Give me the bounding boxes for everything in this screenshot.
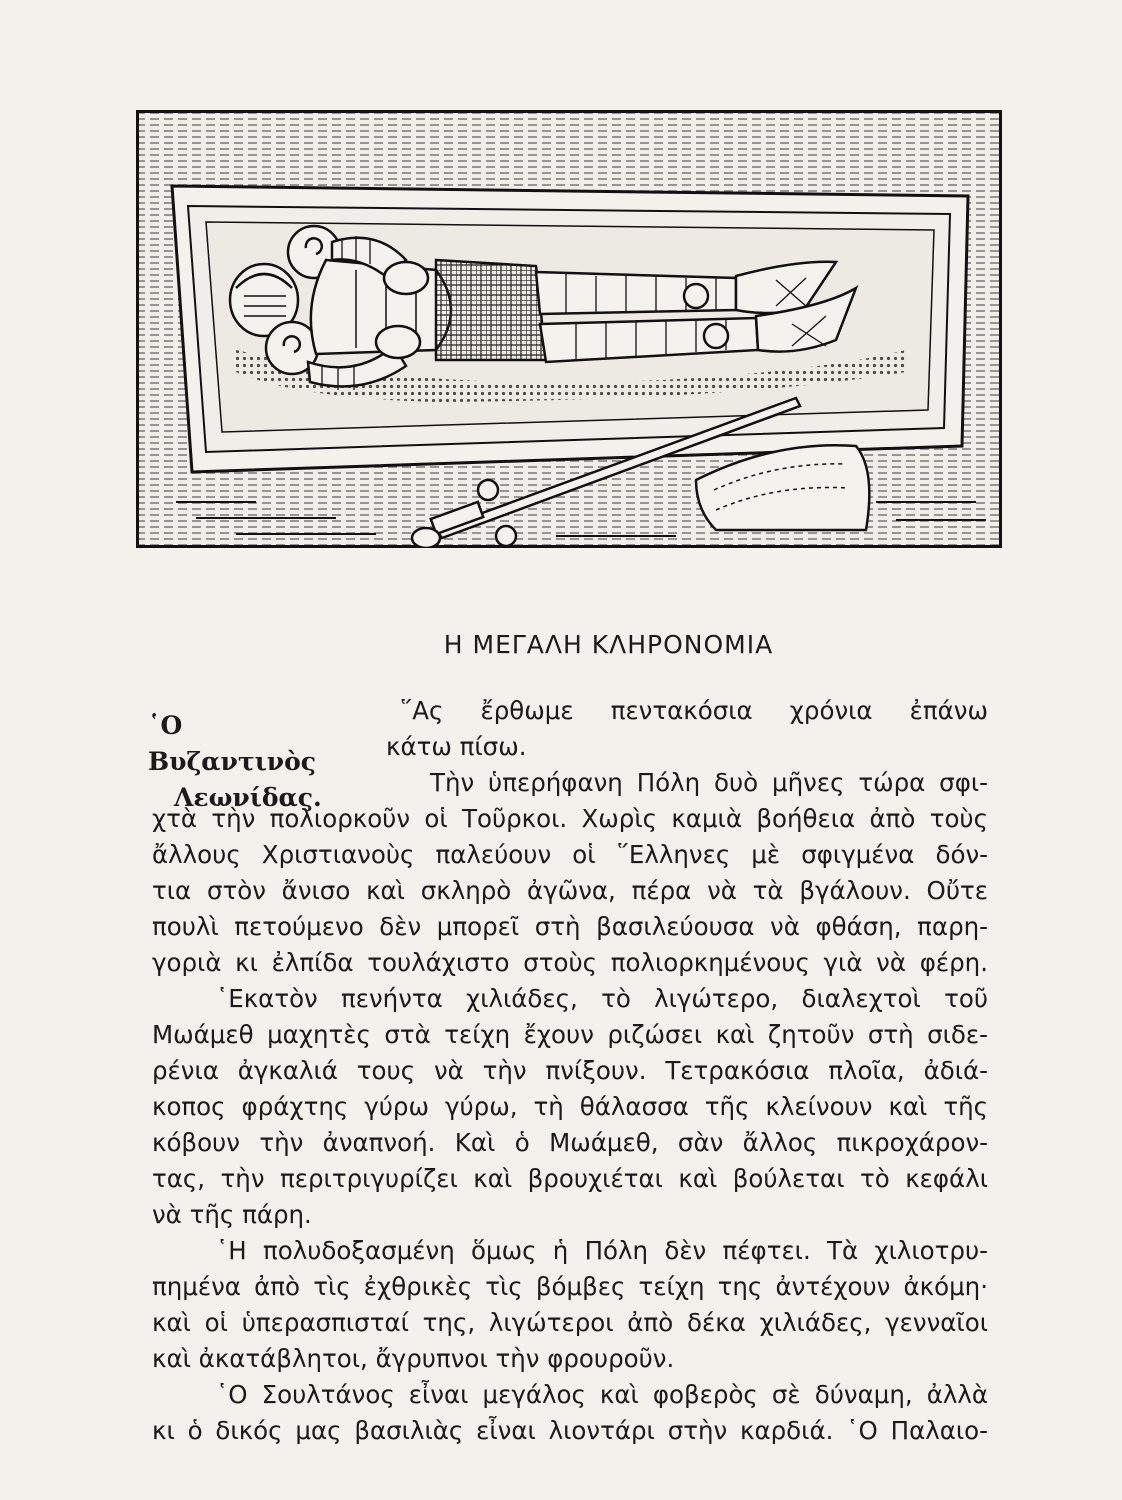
text-line: ῞Ας ἔρθωμε πεντακόσια χρόνια ἐπάνω: [400, 696, 988, 725]
text-line: κάτω πίσω.: [386, 732, 527, 761]
text-line: ῾Ο Σουλτάνος εἶναι μεγάλος καὶ φοβερὸς σὲ δύναμη, ἀλλὰ: [216, 1380, 988, 1409]
woodcut-illustration: [136, 110, 1002, 548]
text-line: πουλὶ πετούμενο δὲν μπορεῖ στὴ βασιλεύουσα νὰ φθάση, παρη-: [152, 912, 988, 941]
text-line: χτὰ τὴν πολιορκοῦν οἱ Τοῦρκοι. Χωρὶς καμιὰ βοήθεια ἀπὸ τοὺς: [152, 804, 988, 833]
text-line: Μωάμεθ μαχητὲς στὰ τείχη ἔχουν ριζώσει καὶ ζητοῦν στὴ σιδε-: [152, 1020, 988, 1049]
margin-heading-line-2: Λεωνίδας.: [174, 783, 322, 812]
text-line: τας, τὴν περιτριγυρίζει καὶ βρουχιέται καὶ βούλεται τὸ κεφάλι: [152, 1164, 988, 1193]
margin-heading-line-1: ῾Ο Βυζαντινὸς: [148, 711, 317, 776]
text-line: γοριὰ κι ἐλπίδα τουλάχιστο στοὺς πολιορκημένους γιὰ νὰ φέρη.: [152, 948, 988, 977]
margin-heading: [148, 708, 358, 816]
text-line: ῾Η πολυδοξασμένη ὅμως ἡ Πόλη δὲν πέφτει. Τὰ χιλιοτρυ-: [216, 1236, 988, 1265]
text-line: ἄλλους Χριστιανοὺς παλεύουν οἱ ῞Ελληνες μὲ σφιγμένα δόν-: [152, 840, 988, 869]
text-line: τια στὸν ἄνισο καὶ σκληρὸ ἀγῶνα, πέρα νὰ τὰ βγάλουν. Οὔτε: [152, 876, 988, 905]
text-line: Τὴν ὑπερήφανη Πόλη δυὸ μῆνες τώρα σφι-: [430, 768, 988, 797]
text-line: ῾Εκατὸν πενήντα χιλιάδες, τὸ λιγώτερο, διαλεχτοὶ τοῦ: [216, 984, 988, 1013]
text-line: κι ὁ δικός μας βασιλιὰς εἶναι λιοντάρι στὴν καρδιά. ῾Ο Παλαιο-: [152, 1416, 988, 1445]
text-line: ρένια ἀγκαλιά τους νὰ τὴν πνίξουν. Τετρακόσια πλοῖα, ἀδιά-: [152, 1056, 988, 1085]
text-line: κοπος φράχτης γύρω γύρω, τὴ θάλασσα τῆς κλείνουν καὶ τῆς: [152, 1092, 988, 1121]
text-line: καὶ ἀκατάβλητοι, ἄγρυπνοι τὴν φρουροῦν.: [152, 1344, 675, 1373]
text-line: καὶ οἱ ὑπερασπισταί της, λιγώτεροι ἀπὸ δέκα χιλιάδες, γενναῖοι: [152, 1308, 988, 1337]
text-line: νὰ τῆς πάρη.: [152, 1200, 312, 1229]
text-line: κόβουν τὴν ἀναπνοή. Καὶ ὁ Μωάμεθ, σὰν ἄλλος πικροχάρον-: [152, 1128, 988, 1157]
chapter-title: Η ΜΕΓΑΛΗ ΚΛΗΡΟΝΟΜΙΑ: [443, 630, 774, 659]
text-line: πημένα ἀπὸ τὶς ἐχθρικὲς τὶς βόμβες τείχη της ἀντέχουν ἀκόμη·: [152, 1272, 988, 1301]
